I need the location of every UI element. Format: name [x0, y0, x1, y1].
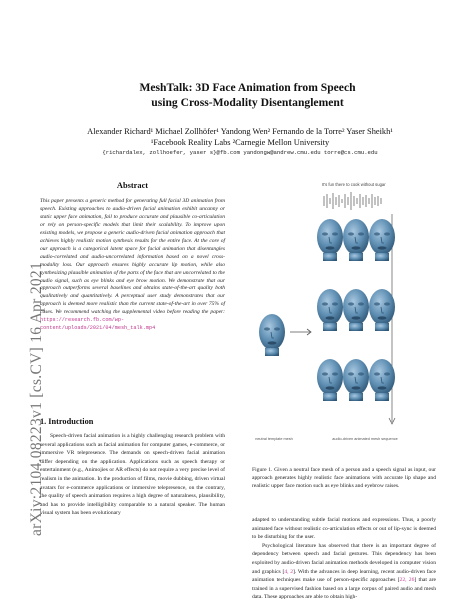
animated-sequence-label: audio-driven animated mesh sequence — [332, 437, 398, 441]
col2-paragraph-2 — [252, 542, 436, 602]
author-emails: {richardalex, zollhoefer, yaser s}@fb.com yandongw@andrew.cmu.edu torre@cs.cmu.edu — [102, 149, 378, 156]
abstract-text: This paper presents a generic method for generating full facial 3D animation from speech. Existing approaches to audio-driven facial animation exhibit uncanny or static upper face animation, fail to produce accurate and plausible co-articulation or rely on person-specific models that limit their scalability. To improve upon existing models, we propose a generic audio-driven facial animation approach that achieves highly realistic motion synthesis results for the entire face. At the core of our approach is a categorical latent space for facial animation that disentangles audio-correlated and audio-uncorrelated information based on a novel cross-modality loss. Our approach ensures highly accurate lip motion, while also synthesizing plausible animation of the parts of the face that are uncorrelated to the audio signal, such as eye blinks and eye brow motion. We demonstrate that our approach outperforms several baselines and obtains state-of-the-art quality both qualitatively and quantitatively. A perceptual user study demonstrates that our approach is deemed more realistic than the current state-of-the-art in over 75% of cases. We recommend watching the supplemental video before reading the paper: — [40, 198, 225, 316]
neutral-mesh-label: neutral template mesh — [255, 437, 293, 441]
affiliations: ¹Facebook Reality Labs ²Carnegie Mellon University — [150, 138, 330, 147]
col2-paragraph-1: adapted to understanding subtle facial motions and expressions. Thus, a poorly animated face without realistic co-articulation effects or out of lip-sync is deemed to be disturbing for the user. — [252, 517, 436, 541]
arxiv-id: arXiv:2104.08223v1 [cs.CV] 16 Apr 2021 — [28, 261, 45, 536]
figure-speech-label: It's fun there to cook without sugar — [322, 182, 386, 187]
title-line-2: using Cross-Modality Disentanglement — [151, 96, 344, 109]
col2-text-b: ]. With the advances in deep learning, recent audio-driven face animation techniques make use of person-specific approaches [ — [252, 568, 437, 584]
citation-link[interactable]: 22, 26 — [399, 577, 415, 584]
author-names: Alexander Richard¹ Michael Zollhöfer¹ Yandong Wen² Fernando de la Torre² Yaser Sheikh¹ — [87, 127, 393, 136]
col2-text-a: Psychological literature has observed that there is an important degree of dependency between speech and facial gestures. This dependency has been exploited by audio-driven facial animation methods developed in computer vision and graphics [ — [252, 542, 436, 575]
figure-1 — [252, 182, 436, 454]
title-line-1: MeshTalk: 3D Face Animation from Speech — [139, 81, 356, 94]
neutral-mesh — [259, 314, 285, 356]
audio-waveform — [324, 192, 381, 210]
video-link[interactable]: https://research.fb.com/wp-content/uploads/2021/04/mesh_talk.mp4 — [40, 317, 156, 332]
citation-link[interactable]: 4, 2 — [284, 568, 294, 575]
intro-paragraph: Speech-driven facial animation is a highly challenging research problem with several applications such as facial animation for computer games, e-commerce, or immersive VR telepresence. The demands on speech-driven facial animation differ depending on the application. Applications such as speech therapy or entertainment (e.g., Animojies or AR effects) do not require a very precise level of realism in the animation. In the production of films, movie dubbing, driven virtual avatars for e-commerce applications or immersive telepresence, on the contrary, the quality of speech animation requires a high degree of naturalness, plausibility, and has to provide intelligibility comparable to a natural speaker. The human visual system has been evolutionary — [40, 433, 225, 517]
abstract-heading: Abstract — [116, 181, 149, 190]
arxiv-stamp — [8, 140, 45, 540]
authors-block — [40, 126, 440, 148]
intro-heading: 1. Introduction — [40, 417, 94, 426]
right-column-text — [252, 516, 436, 602]
paper-title — [60, 80, 435, 110]
col2-text-c: ] that are trained in a supervised fashion based on a large corpus of paired audio and mesh data. These approaches are able to obtain high- — [252, 577, 437, 601]
abstract-body — [40, 198, 225, 333]
figure-graphic — [252, 182, 436, 454]
figure-caption: Figure 1. Given a neutral face mesh of a person and a speech signal as input, our approach generates highly realistic face animations with accurate lip shape and realistic upper face motion such as eye blinks and eyebrow raises. — [252, 467, 436, 489]
